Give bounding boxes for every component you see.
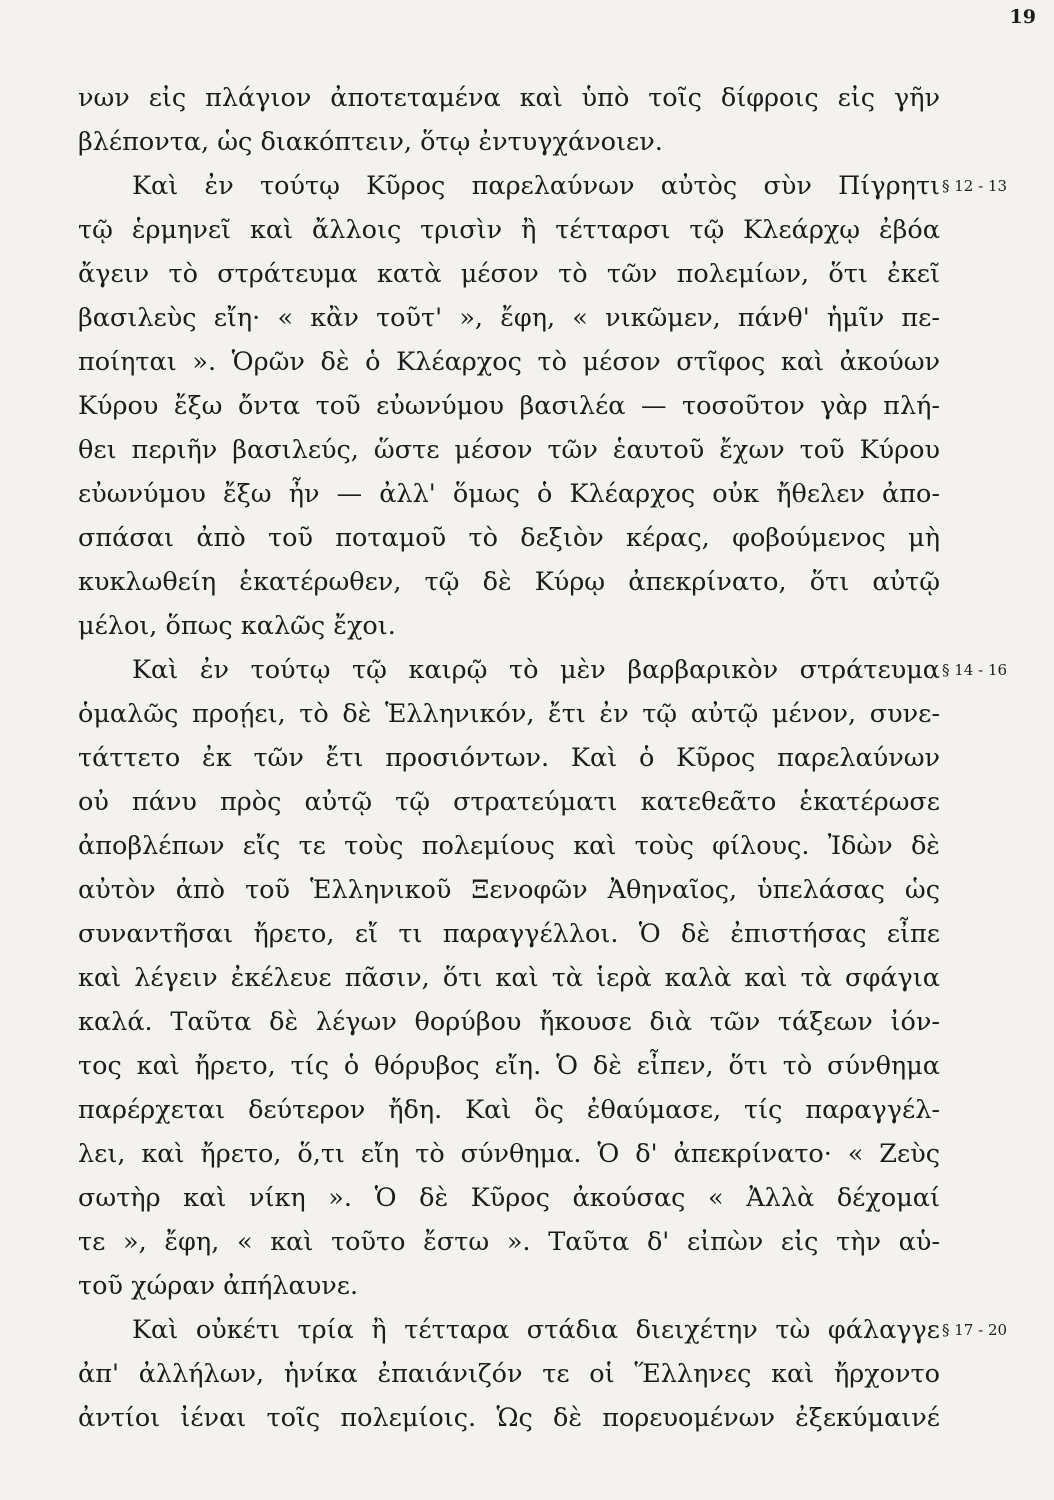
margin-section-ref: § 14 - 16 [942, 661, 1008, 679]
text-column [78, 76, 940, 1440]
text-line: τάττετο ἐκ τῶν ἔτι προσιόντων. Καὶ ὁ Κῦρος παρελαύνων [78, 743, 940, 773]
text-line: ποίηται ». Ὁρῶν δὲ ὁ Κλέαρχος τὸ μέσον στῖφος καὶ ἀκούων [78, 347, 940, 377]
margin-section-ref: § 12 - 13 [942, 177, 1008, 195]
text-line: Κύρου ἔξω ὄντα τοῦ εὐωνύμου βασιλέα — τοσοῦτον γὰρ πλή- [78, 391, 940, 421]
text-line: καὶ λέγειν ἐκέλευε πᾶσιν, ὅτι καὶ τὰ ἱερὰ καλὰ καὶ τὰ σφάγια [78, 963, 940, 993]
text-line: νων εἰς πλάγιον ἀποτεταμένα καὶ ὑπὸ τοῖς δίφροις εἰς γῆν [78, 83, 940, 113]
paragraph [78, 648, 940, 1308]
page-number: 19 [1009, 6, 1036, 28]
text-line: τε », ἔφη, « καὶ τοῦτο ἔστω ». Ταῦτα δ' εἰπὼν εἰς τὴν αὑ- [78, 1227, 940, 1257]
paragraph [78, 1308, 940, 1440]
text-line: μέλοι, ὅπως καλῶς ἔχοι. [78, 611, 396, 641]
text-line: Καὶ οὐκέτι τρία ἢ τέτταρα στάδια διειχέτην τὼ φάλαγγε [132, 1315, 940, 1345]
text-line: ἀπ' ἀλλήλων, ἡνίκα ἐπαιάνιζόν τε οἱ Ἕλληνες καὶ ἤρχοντο [78, 1359, 940, 1389]
paragraph [78, 164, 940, 648]
text-line: ἄγειν τὸ στράτευμα κατὰ μέσον τὸ τῶν πολεμίων, ὅτι ἐκεῖ [78, 259, 940, 289]
paragraph [78, 76, 940, 164]
text-line: τοῦ χώραν ἀπήλαυνε. [78, 1271, 359, 1301]
text-line: καλά. Ταῦτα δὲ λέγων θορύβου ἤκουσε διὰ τῶν τάξεων ἰόν- [78, 1007, 940, 1037]
text-line: παρέρχεται δεύτερον ἤδη. Καὶ ὃς ἐθαύμασε, τίς παραγγέλ- [78, 1095, 940, 1125]
text-line: βλέποντα, ὡς διακόπτειν, ὅτῳ ἐντυγχάνοιεν. [78, 127, 663, 157]
text-line: λει, καὶ ἤρετο, ὅ,τι εἴη τὸ σύνθημα. Ὁ δ' ἀπεκρίνατο· « Ζεὺς [78, 1139, 940, 1169]
text-line: τος καὶ ἤρετο, τίς ὁ θόρυβος εἴη. Ὁ δὲ εἶπεν, ὅτι τὸ σύνθημα [78, 1051, 940, 1081]
text-line: τῷ ἑρμηνεῖ καὶ ἄλλοις τρισὶν ἢ τέτταρσι τῷ Κλεάρχῳ ἐβόα [78, 215, 940, 245]
text-line: θει περιῆν βασιλεύς, ὥστε μέσον τῶν ἑαυτοῦ ἔχων τοῦ Κύρου [78, 435, 940, 465]
text-line: βασιλεὺς εἴη· « κἂν τοῦτ' », ἔφη, « νικῶμεν, πάνθ' ἡμῖν πε- [78, 303, 940, 333]
margin-section-ref: § 17 - 20 [942, 1321, 1008, 1339]
text-line: κυκλωθείη ἑκατέρωθεν, τῷ δὲ Κύρῳ ἀπεκρίνατο, ὅτι αὐτῷ [78, 567, 940, 597]
text-line: εὐωνύμου ἔξω ἦν — ἀλλ' ὅμως ὁ Κλέαρχος οὐκ ἤθελεν ἀπο- [78, 479, 940, 509]
text-line: Καὶ ἐν τούτῳ τῷ καιρῷ τὸ μὲν βαρβαρικὸν στράτευμα [132, 655, 940, 685]
text-line: οὐ πάνυ πρὸς αὐτῷ τῷ στρατεύματι κατεθεᾶτο ἑκατέρωσε [78, 787, 940, 817]
text-line: ὁμαλῶς προῄει, τὸ δὲ Ἑλληνικόν, ἔτι ἐν τῷ αὐτῷ μένον, συνε- [78, 699, 940, 729]
text-line: σπάσαι ἀπὸ τοῦ ποταμοῦ τὸ δεξιὸν κέρας, φοβούμενος μὴ [78, 523, 940, 553]
text-line: ἀποβλέπων εἴς τε τοὺς πολεμίους καὶ τοὺς φίλους. Ἰδὼν δὲ [78, 831, 940, 861]
text-line: σωτὴρ καὶ νίκη ». Ὁ δὲ Κῦρος ἀκούσας « Ἀλλὰ δέχομαί [78, 1183, 940, 1213]
text-line: ἀντίοι ἰέναι τοῖς πολεμίοις. Ὡς δὲ πορευομένων ἐξεκύμαινέ [78, 1403, 940, 1433]
text-line: συναντῆσαι ἤρετο, εἴ τι παραγγέλλοι. Ὁ δὲ ἐπιστήσας εἶπε [78, 919, 940, 949]
text-line: Καὶ ἐν τούτῳ Κῦρος παρελαύνων αὐτὸς σὺν Πίγρητι [132, 171, 940, 201]
text-line: αὐτὸν ἀπὸ τοῦ Ἑλληνικοῦ Ξενοφῶν Ἀθηναῖος, ὑπελάσας ὡς [78, 875, 940, 905]
